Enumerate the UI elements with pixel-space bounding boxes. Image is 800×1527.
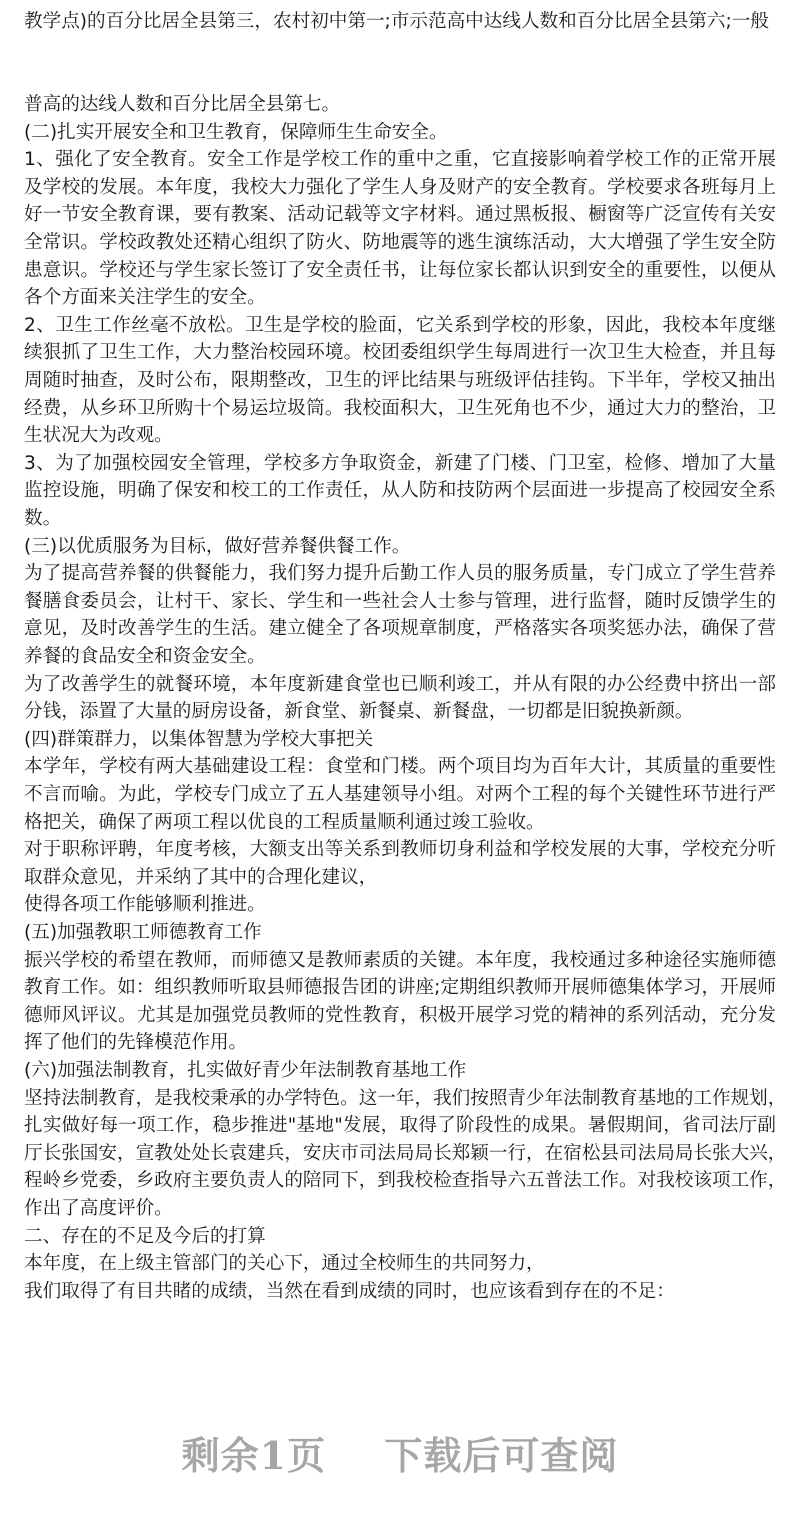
document-line: (三)以优质服务为目标，做好营养餐供餐工作。: [24, 535, 411, 557]
document-line: 振兴学校的希望在教师，而师德又是教师素质的关键。本年度，我校通过多种途径实施师德: [24, 949, 776, 971]
document-line: 续狠抓了卫生工作，大力整治校园环境。校团委组织学生每周进行一次卫生大检查，并且每: [24, 342, 776, 364]
document-line: 厅长张国安，宣教处处长袁建兵，安庆市司法局局长郑颖一行，在宿松县司法局局长张大兴，: [24, 1142, 787, 1164]
document-line: (二)扎实开展安全和卫生教育，保障师生生命安全。: [24, 121, 448, 143]
document-line: 扎实做好每一项工作，稳步推进"基地"发展，取得了阶段性的成果。暑假期间，省司法厅副: [24, 1115, 776, 1137]
remaining-pages-label: 剩余1页: [181, 1433, 327, 1478]
document-line: 二、存在的不足及今后的打算: [24, 1225, 266, 1247]
document-line: 取群众意见，并采纳了其中的合理化建议，: [24, 866, 378, 888]
document-line: 分钱，添置了大量的厨房设备，新食堂、新餐桌、新餐盘，一切都是旧貌换新颜。: [24, 701, 694, 723]
document-line: 1、强化了安全教育。安全工作是学校工作的重中之重，它直接影响着学校工作的正常开展: [24, 149, 776, 171]
document-line: 本学年，学校有两大基础建设工程：食堂和门楼。两个项目均为百年大计，其质量的重要性: [24, 756, 776, 778]
document-line: 教育工作。如：组织教师听取县师德报告团的讲座;定期组织教师开展师德集体学习，开展师: [24, 977, 776, 999]
document-line: 养餐的食品安全和资金安全。: [24, 646, 266, 667]
document-line: 全常识。学校政教处还精心组织了防火、防地震等的逃生演练活动，大大增强了学生安全防: [24, 232, 776, 253]
document-line: 生状况大为改观。: [24, 425, 173, 447]
document-line: 餐膳食委员会，让村干、家长、学生和一些社会人士参与管理，进行监督，随时反馈学生的: [24, 590, 776, 612]
document-line: 德师风评议。尤其是加强党员教师的党性教育，积极开展学习党的精神的系列活动，充分发: [24, 1004, 776, 1026]
document-line: 为了提高营养餐的供餐能力，我们努力提升后勤工作人员的服务质量，专门成立了学生营养: [24, 563, 776, 585]
document-line: 3、为了加强校园安全管理，学校多方争取资金，新建了门楼、门卫室，检修、增加了大量: [24, 452, 776, 474]
document-line: 挥了他们的先锋模范作用。: [24, 1032, 248, 1054]
document-line: 及学校的发展。本年度，我校大力强化了学生人身及财产的安全教育。学校要求各班每月上: [24, 176, 776, 198]
document-line: 监控设施，明确了保安和校工的工作责任，从人防和技防两个层面进一步提高了校园安全系: [24, 480, 776, 502]
document-line: 我们取得了有目共睹的成绩，当然在看到成绩的同时，也应该看到存在的不足：: [24, 1280, 675, 1302]
document-line: 本年度，在上级主管部门的关心下，通过全校师生的共同努力，: [24, 1253, 545, 1275]
document-line: 对于职称评聘，年度考核，大额支出等关系到教师切身利益和学校发展的大事，学校充分听: [24, 839, 776, 861]
document-line: (六)加强法制教育，扎实做好青少年法制教育基地工作: [24, 1060, 467, 1081]
document-line: 周随时抽查，及时公布，限期整改，卫生的评比结果与班级评估挂钩。下半年，学校又抽出: [24, 370, 776, 391]
document-line: (五)加强教职工师德教育工作: [24, 922, 262, 943]
document-line: 各个方面来关注学生的安全。: [24, 287, 266, 309]
document-line: 教学点)的百分比居全县第三，农村初中第一;市示范高中达线人数和百分比居全县第六;一般: [24, 11, 769, 32]
document-line: 经费，从乡环卫所购十个易运垃圾筒。我校面积大，卫生死角也不少，通过大力的整治，卫: [24, 397, 776, 419]
document-line: 作出了高度评价。: [24, 1198, 173, 1219]
document-line: 程岭乡党委，乡政府主要负责人的陪同下，到我校检查指导六五普法工作。对我校该项工作，: [24, 1170, 787, 1192]
document-line: 不言而喻。为此，学校专门成立了五人基建领导小组。对两个工程的每个关键性环节进行严: [24, 784, 776, 805]
download-prompt[interactable]: [0, 1425, 800, 1480]
download-to-view-label[interactable]: 下载后可查阅: [384, 1433, 619, 1478]
document-line: 好一节安全教育课，要有教案、活动记载等文字材料。通过黑板报、橱窗等广泛宣传有关安: [24, 204, 776, 226]
document-line: 格把关，确保了两项工程以优良的工程质量顺利通过竣工验收。: [24, 811, 545, 833]
document-line: 使得各项工作能够顺利推进。: [24, 894, 266, 916]
document-line: 意见，及时改善学生的生活。建立健全了各项规章制度，严格落实各项奖惩办法，确保了营: [24, 618, 776, 640]
document-line: 患意识。学校还与学生家长签订了安全责任书，让每位家长都认识到安全的重要性，以便从: [24, 259, 776, 281]
document-line: 为了改善学生的就餐环境，本年度新建食堂也已顺利竣工，并从有限的办公经费中挤出一部: [24, 673, 776, 695]
document-line: 2、卫生工作丝毫不放松。卫生是学校的脸面，它关系到学校的形象，因此，我校本年度继: [24, 314, 776, 336]
document-line: (四)群策群力，以集体智慧为学校大事把关: [24, 728, 374, 750]
document-line: 普高的达线人数和百分比居全县第七。: [24, 94, 341, 115]
document-line: 坚持法制教育，是我校秉承的办学特色。这一年，我们按照青少年法制教育基地的工作规划，: [24, 1087, 787, 1109]
document-line: 数。: [24, 508, 62, 529]
